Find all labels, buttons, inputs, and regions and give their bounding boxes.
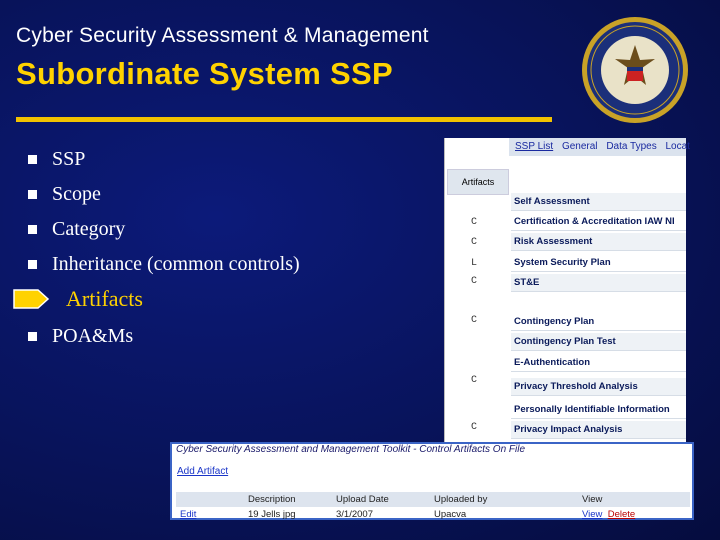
artifact-row[interactable]: Privacy Threshold Analysis (511, 378, 686, 396)
status-letter: L (471, 258, 478, 269)
bullet-ssp (28, 146, 300, 181)
col-header: View (578, 492, 690, 507)
status-letter: C (471, 375, 478, 386)
bullet-square-icon (28, 225, 37, 234)
edit-link[interactable]: Edit (180, 509, 197, 520)
artifacts-screenshot (444, 138, 690, 442)
artifact-upload-panel (170, 442, 694, 520)
col-header: Uploaded by (430, 492, 578, 507)
tab-general[interactable]: General (561, 141, 598, 152)
bullet-label: Artifacts (66, 286, 143, 311)
col-header: Upload Date (332, 492, 430, 507)
bullet-poams (28, 323, 300, 358)
artifacts-header: Artifacts (447, 169, 509, 195)
bullet-label: Category (52, 218, 126, 240)
slide-title: Subordinate System SSP (16, 56, 393, 91)
artifact-row[interactable]: Risk Assessment (511, 233, 686, 251)
artifact-row[interactable]: ST&E (511, 274, 686, 292)
bullet-square-icon (28, 155, 37, 164)
status-letter: C (471, 237, 478, 248)
status-letter: C (471, 276, 478, 287)
bullet-square-icon (28, 260, 37, 269)
bullet-label: Scope (52, 183, 101, 205)
cell-upload-date: 3/1/2007 (336, 509, 373, 520)
artifact-row[interactable]: System Security Plan (511, 254, 686, 272)
status-letter: C (471, 422, 478, 433)
arrow-pointer-icon (14, 282, 50, 316)
bullet-square-icon (28, 190, 37, 199)
tab-ssp-list[interactable]: SSP List (515, 141, 554, 152)
artifact-row[interactable]: Contingency Plan (511, 313, 686, 331)
ssp-tab-bar (509, 138, 690, 156)
add-artifact-link[interactable]: Add Artifact (177, 466, 229, 477)
upload-panel-header: Cyber Security Assessment and Management Toolkit - Control Artifacts On File (176, 444, 526, 455)
artifact-row[interactable]: E-Authentication (511, 354, 686, 372)
bullet-label: Inheritance (common controls) (52, 253, 300, 275)
bullet-scope (28, 181, 300, 216)
col-header (176, 492, 244, 507)
bullet-square-icon (28, 332, 37, 341)
slide-kicker: Cyber Security Assessment & Management (16, 24, 429, 47)
artifact-row[interactable]: Certification & Accreditation IAW NI (511, 213, 686, 231)
bullet-artifacts (28, 286, 300, 323)
status-letter: C (471, 217, 478, 228)
table-row (176, 507, 690, 522)
col-header: Description (244, 492, 332, 507)
view-link[interactable]: View (582, 509, 603, 520)
artifact-row[interactable]: Privacy Impact Analysis (511, 421, 686, 439)
panel-corner (445, 138, 509, 168)
cell-description: 19 Jells jpg (248, 509, 296, 520)
status-letter: C (471, 315, 478, 326)
bullet-label: POA&Ms (52, 325, 134, 347)
tab-data-types[interactable]: Data Types (606, 141, 657, 152)
bullet-list (28, 146, 300, 358)
table-header-row (176, 492, 690, 507)
bullet-category (28, 216, 300, 251)
doj-seal-icon (580, 15, 690, 125)
tab-location[interactable]: Locat (665, 141, 690, 152)
artifact-table (176, 492, 690, 522)
artifact-row[interactable]: Self Assessment (511, 193, 686, 211)
artifact-row[interactable]: Personally Identifiable Information (511, 401, 686, 419)
cell-uploaded-by: Upacva (434, 509, 467, 520)
delete-link[interactable]: Delete (607, 509, 636, 520)
artifact-row[interactable]: Contingency Plan Test (511, 333, 686, 351)
bullet-inheritance (28, 251, 300, 286)
bullet-label: SSP (52, 148, 86, 170)
title-divider (16, 117, 552, 122)
